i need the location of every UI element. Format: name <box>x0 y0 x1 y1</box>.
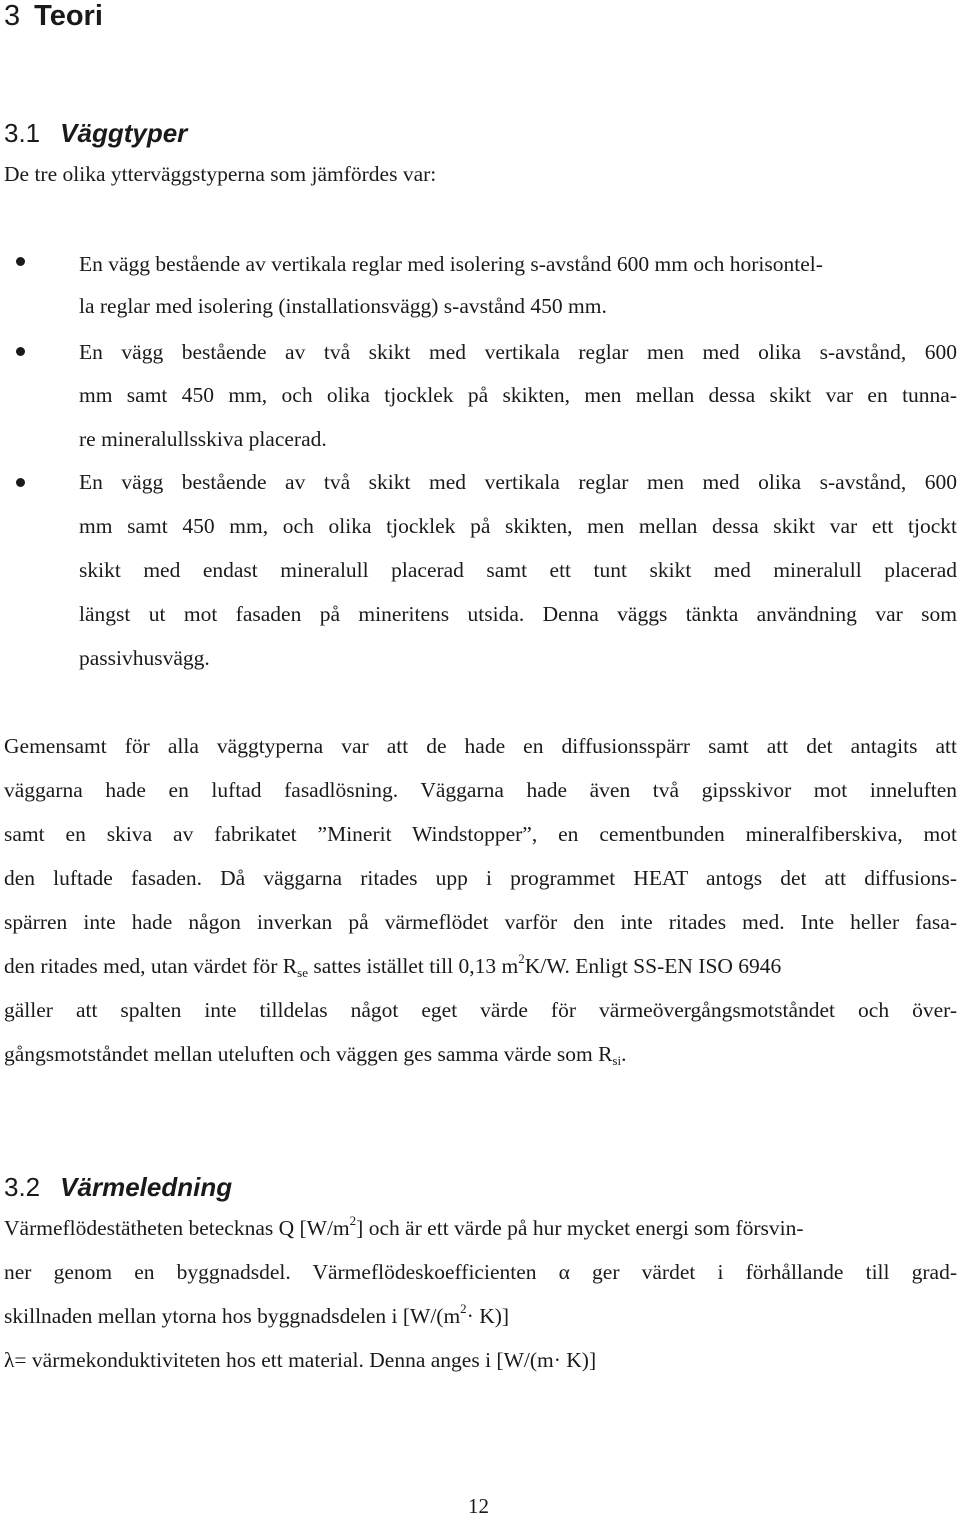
paragraph-line-8: gångsmotståndet mellan uteluften och väggen ges samma värde som $R_{si}$. <box>4 1042 627 1068</box>
paragraph-line-6: den ritades med, utan värdet för $R_{se}$ sattes istället till 0,13 $m^2K/W$. Enligt SS-EN ISO 6946 <box>4 951 782 980</box>
chapter-title: Teori <box>34 0 103 32</box>
chapter-heading <box>4 0 103 33</box>
paragraph-line-2: väggarna hade en luftad fasadlösning. Väggarna hade även två gipsskivor mot inneluften <box>4 778 957 802</box>
paragraph-line-5: spärren inte hade någon inverkan på värmeflödet varför den inte ritades med. Inte heller fasa- <box>4 910 957 934</box>
bullet-3-line-1: En vägg bestående av två skikt med vertikala reglar men med olika s-avstånd, 600 <box>79 470 957 494</box>
bullet-3-line-3: skikt med endast mineralull placerad samt ett tunt skikt med mineralull placerad <box>79 558 957 582</box>
section-heading-3-2 <box>4 1172 232 1203</box>
paragraph-line-1: Gemensamt för alla väggtyperna var att de hade en diffusionsspärr samt att det antagits att <box>4 734 957 758</box>
bullet-icon <box>16 347 25 356</box>
bullet-2-line-2: mm samt 450 mm, och olika tjocklek på skikten, men mellan dessa skikt var en tunna- <box>79 383 957 407</box>
bullet-1-line-2: la reglar med isolering (installationsvägg) s-avstånd 450 mm. <box>79 294 607 318</box>
section-number: 3.2 <box>4 1172 41 1202</box>
bullet-2-line-1: En vägg bestående av två skikt med vertikala reglar men med olika s-avstånd, 600 <box>79 340 957 364</box>
bullet-3-line-2: mm samt 450 mm, och olika tjocklek på skikten, men mellan dessa skikt var ett tjockt <box>79 514 957 538</box>
section2-line-4: λ= värmekonduktiviteten hos ett material. Denna anges i [W/(m· K)] <box>4 1348 597 1372</box>
bullet-icon <box>16 478 25 487</box>
paragraph-line-4: den luftade fasaden. Då väggarna ritades upp i programmet HEAT antogs det att diffusions- <box>4 866 957 890</box>
chapter-number: 3 <box>4 0 21 32</box>
page-number: 12 <box>468 1494 489 1518</box>
section-heading-3-1 <box>4 118 187 149</box>
section2-line-1: Värmeflödestätheten betecknas Q $[W/m^2]$ och är ett värde på hur mycket energi som försvin- <box>4 1213 804 1240</box>
bullet-3-line-5: passivhusvägg. <box>79 646 210 670</box>
bullet-icon <box>16 257 25 266</box>
bullet-2-line-3: re mineralullsskiva placerad. <box>79 427 327 451</box>
paragraph-line-7: gäller att spalten inte tilldelas något eget värde för värmeövergångsmotståndet och över- <box>4 998 957 1022</box>
section-title: Väggtyper <box>60 118 188 148</box>
section-intro: De tre olika ytterväggstyperna som jämfördes var: <box>4 162 437 186</box>
paragraph-line-3: samt en skiva av fabrikatet ”Minerit Windstopper”, en cementbunden mineralfiberskiva, mot <box>4 822 957 846</box>
section2-line-2: ner genom en byggnadsdel. Värmeflödeskoefficienten α ger värdet i förhållande till grad- <box>4 1260 957 1284</box>
section-number: 3.1 <box>4 118 41 148</box>
bullet-1-line-1: En vägg bestående av vertikala reglar med isolering s-avstånd 600 mm och horisontel- <box>79 252 823 276</box>
bullet-3-line-4: längst ut mot fasaden på mineritens utsida. Denna väggs tänkta användning var som <box>79 602 957 626</box>
section2-line-3: skillnaden mellan ytorna hos byggnadsdelen i $[W/(m^2\cdot K)]$ <box>4 1301 510 1328</box>
section-title: Värmeledning <box>60 1172 233 1202</box>
